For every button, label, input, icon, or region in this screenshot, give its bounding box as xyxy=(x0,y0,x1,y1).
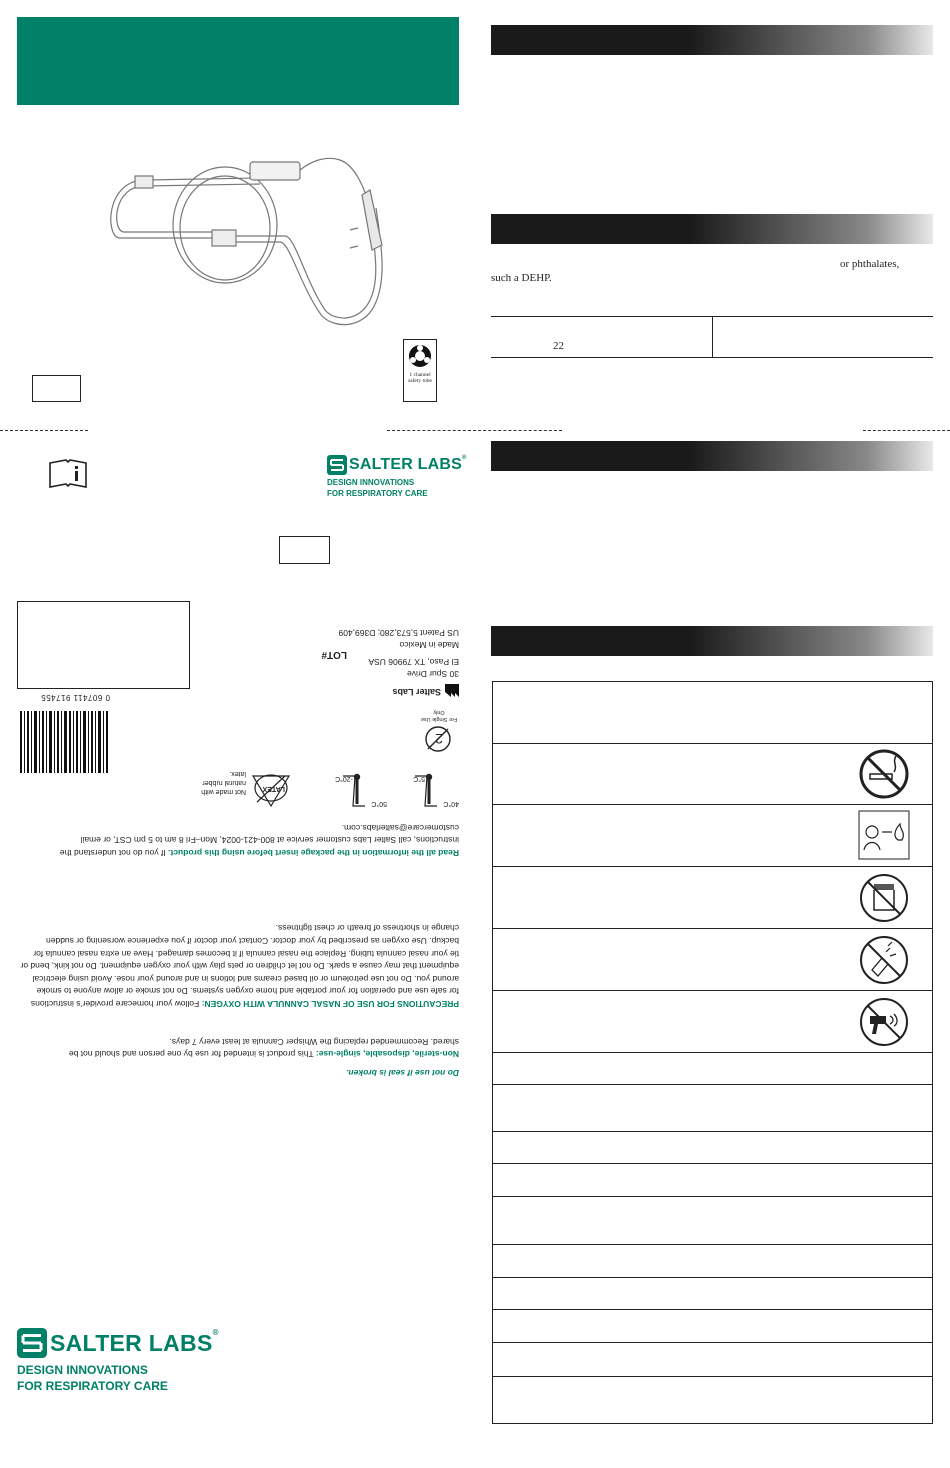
salter-logo-mark-icon xyxy=(17,1328,47,1358)
logo-tagline-2: FOR RESPIRATORY CARE xyxy=(17,1379,168,1393)
warning-row xyxy=(492,990,933,1053)
warning-row xyxy=(492,1131,933,1164)
logo-tagline-2: FOR RESPIRATORY CARE xyxy=(327,489,428,498)
table-value: 22 xyxy=(553,340,564,352)
precautions-heading: PRECAUTIONS FOR USE OF NASAL CANNULA WITH OXYGEN: xyxy=(201,999,459,1009)
warning-row xyxy=(492,1244,933,1278)
phthalates-fragment: or phthalates, xyxy=(840,258,900,270)
logo-tagline-1: DESIGN INNOVATIONS xyxy=(17,1363,148,1377)
warning-row xyxy=(492,1376,933,1424)
safety-tube-label: 1 channel safety tube xyxy=(408,372,432,385)
section-header-bar xyxy=(491,626,933,656)
temp1-upper: 40°C xyxy=(443,800,459,807)
address-line-2: El Paso, TX 79906 USA xyxy=(368,657,459,667)
warning-row xyxy=(492,1342,933,1377)
single-use-label: For Single Use Only xyxy=(420,709,458,722)
salter-logo-mark-icon xyxy=(327,455,347,475)
seal-warning: Do not use if seal is broken. xyxy=(346,1068,459,1078)
logo-brand: SALTER LABS xyxy=(50,1329,213,1356)
origin-block xyxy=(338,627,459,651)
empty-label-box xyxy=(32,375,81,402)
read-instructions-paragraph xyxy=(19,821,459,859)
safety-tube-icon xyxy=(403,339,437,402)
lot-label: LOT# xyxy=(321,649,347,660)
inverted-panel xyxy=(17,593,459,1078)
svg-text:2: 2 xyxy=(435,731,443,747)
logo-registered: ® xyxy=(212,1328,219,1337)
fold-line xyxy=(863,430,950,431)
keep-away-from-flame-icon xyxy=(858,810,910,860)
nasal-cannula-illustration xyxy=(100,150,400,330)
latex-mark: LATEX xyxy=(262,785,285,792)
address-block xyxy=(368,656,459,680)
latex-text: Not made with natural rubber latex. xyxy=(201,770,246,795)
section-header-bar xyxy=(491,441,933,471)
temp2-lower: -20°C xyxy=(335,775,353,782)
warning-row xyxy=(492,928,933,991)
nonsterile-heading: Non-sterile, disposable, single-use: xyxy=(315,1049,459,1059)
warning-row xyxy=(492,743,933,805)
nonsterile-paragraph xyxy=(41,1036,459,1060)
dehp-fragment: such a DEHP. xyxy=(491,272,552,284)
salter-labs-logo xyxy=(17,1328,219,1394)
warning-row xyxy=(492,681,933,744)
fold-line xyxy=(387,430,562,431)
warning-row xyxy=(492,866,933,929)
fold-line xyxy=(0,430,88,431)
safety-tube-symbol-icon xyxy=(404,340,436,372)
logo-registered: ® xyxy=(462,455,467,461)
section-header-bar xyxy=(491,25,933,55)
warning-row xyxy=(492,1084,933,1132)
warning-row xyxy=(492,1196,933,1245)
precautions-body: Follow your homecare provider’s instructions for safe use and operation for your portable and home oxygen systems. Do not smoke or allow anyone to smoke around you. Do not use petroleum or oil based creams and lotions in and around your nose. Avoid using electrical equipment that may cause a spark. Do not let children or pets play with your oxygen equipment. Do not kink, bend or tie your nasal cannula tubing. Replace the nasal cannula if it becomes damaged. Have an extra nasal cannula for backup. Use oxygen as prescribed by your doctor. Contact your doctor if you experience worsening or sudden change in shortness of breath or chest tightness. xyxy=(20,923,459,1009)
warning-row xyxy=(492,1163,933,1197)
section-header-bar xyxy=(491,214,933,244)
no-smoking-icon xyxy=(858,748,910,800)
logo-brand: SALTER LABS xyxy=(349,456,463,473)
barcode xyxy=(18,701,110,773)
temp1-lower: 5°C xyxy=(413,775,425,782)
barcode-number: 0 607411 917455 xyxy=(40,693,110,702)
empty-label-box xyxy=(279,536,330,564)
no-aerosol-spray-icon xyxy=(858,934,910,986)
consult-instructions-icon xyxy=(48,459,88,489)
table-divider xyxy=(712,317,713,357)
read-heading: Read all the information in the package insert before using this product. xyxy=(168,848,459,858)
address-line-1: 30 Spur Drive xyxy=(407,669,459,679)
precautions-paragraph xyxy=(19,922,459,1010)
warning-row xyxy=(492,1052,933,1085)
no-petroleum-jar-icon xyxy=(858,872,910,924)
single-use-icon xyxy=(423,724,453,754)
temp2-upper: 50°C xyxy=(371,800,387,807)
spec-table xyxy=(491,316,933,358)
nonsterile-body: This product is intended for use by one person and should not be shared. Recommended replacing the Whisper Cannula at least every 7 days. xyxy=(68,1037,459,1059)
warning-row xyxy=(492,1309,933,1343)
logo-tagline-1: DESIGN INNOVATIONS xyxy=(327,478,415,487)
company-name: Salter Labs xyxy=(392,687,441,697)
read-body: If you do not understand the instructions, call Salter Labs customer service at 800-421-0024, Mon–Fri 8 am to 5 pm CST, or email customercare@salterlabs.com. xyxy=(59,822,459,858)
salter-labs-logo-small xyxy=(327,455,466,499)
warning-row xyxy=(492,1277,933,1310)
header-green-block xyxy=(17,17,459,105)
patent: US Patent 5,573,280; D369,409 xyxy=(338,628,459,638)
manufacturer-icon xyxy=(445,684,459,697)
no-hair-dryer-icon xyxy=(858,996,910,1048)
warning-row xyxy=(492,804,933,867)
made-in: Made in Mexico xyxy=(399,640,459,650)
